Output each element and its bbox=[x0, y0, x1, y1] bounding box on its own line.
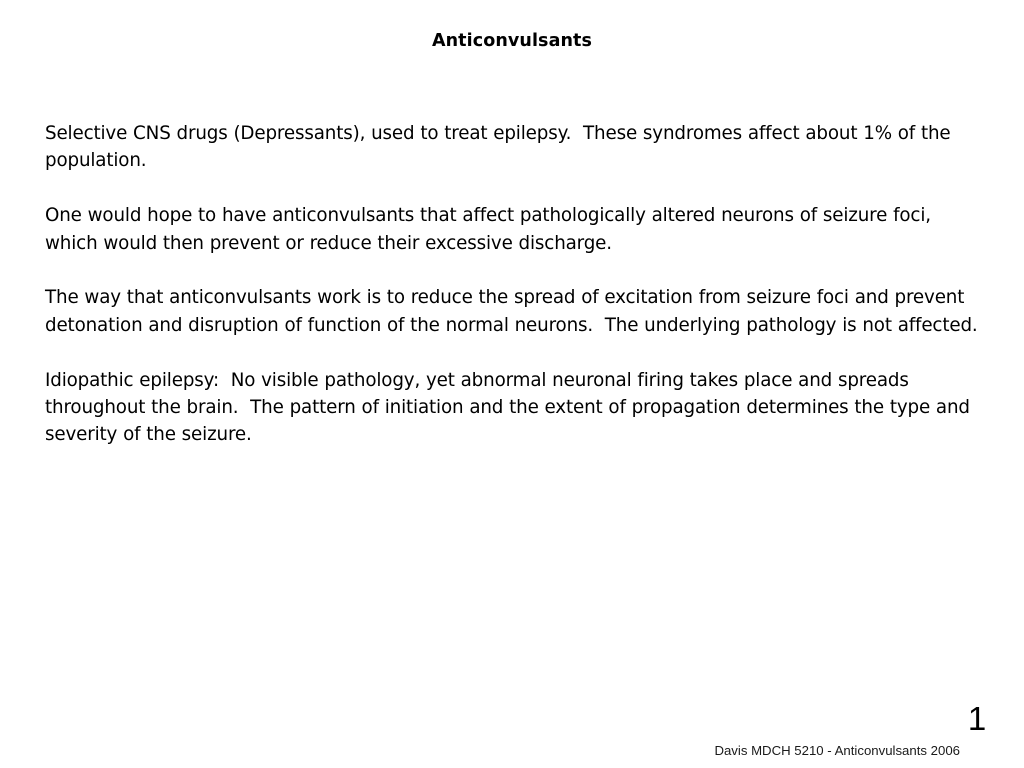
body-paragraph-3: The way that anticonvulsants work is to reduce the spread of excitation from seizure foci and prevent detonation and disruption of function of the normal neurons. The underlying pathology is not affected. bbox=[45, 287, 978, 336]
body-paragraph-4: Idiopathic epilepsy: No visible pathology, yet abnormal neuronal firing takes place and spreads throughout the brain. The pattern of initiation and the extent of propagation determines the type and severity of the seizure. bbox=[45, 369, 976, 446]
slide-title: Anticonvulsants bbox=[431, 31, 593, 51]
footer-credit: Davis MDCH 5210 - Anticonvulsants 2006 bbox=[714, 743, 960, 758]
page-number: 1 bbox=[967, 700, 987, 737]
body-paragraph-1: Selective CNS drugs (Depressants), used to treat epilepsy. These syndromes affect about 1% of the population. bbox=[45, 123, 957, 172]
slide-body bbox=[45, 120, 983, 449]
body-paragraph-2: One would hope to have anticonvulsants that affect pathologically altered neurons of seizure foci, which would then prevent or reduce their excessive discharge. bbox=[45, 205, 937, 254]
